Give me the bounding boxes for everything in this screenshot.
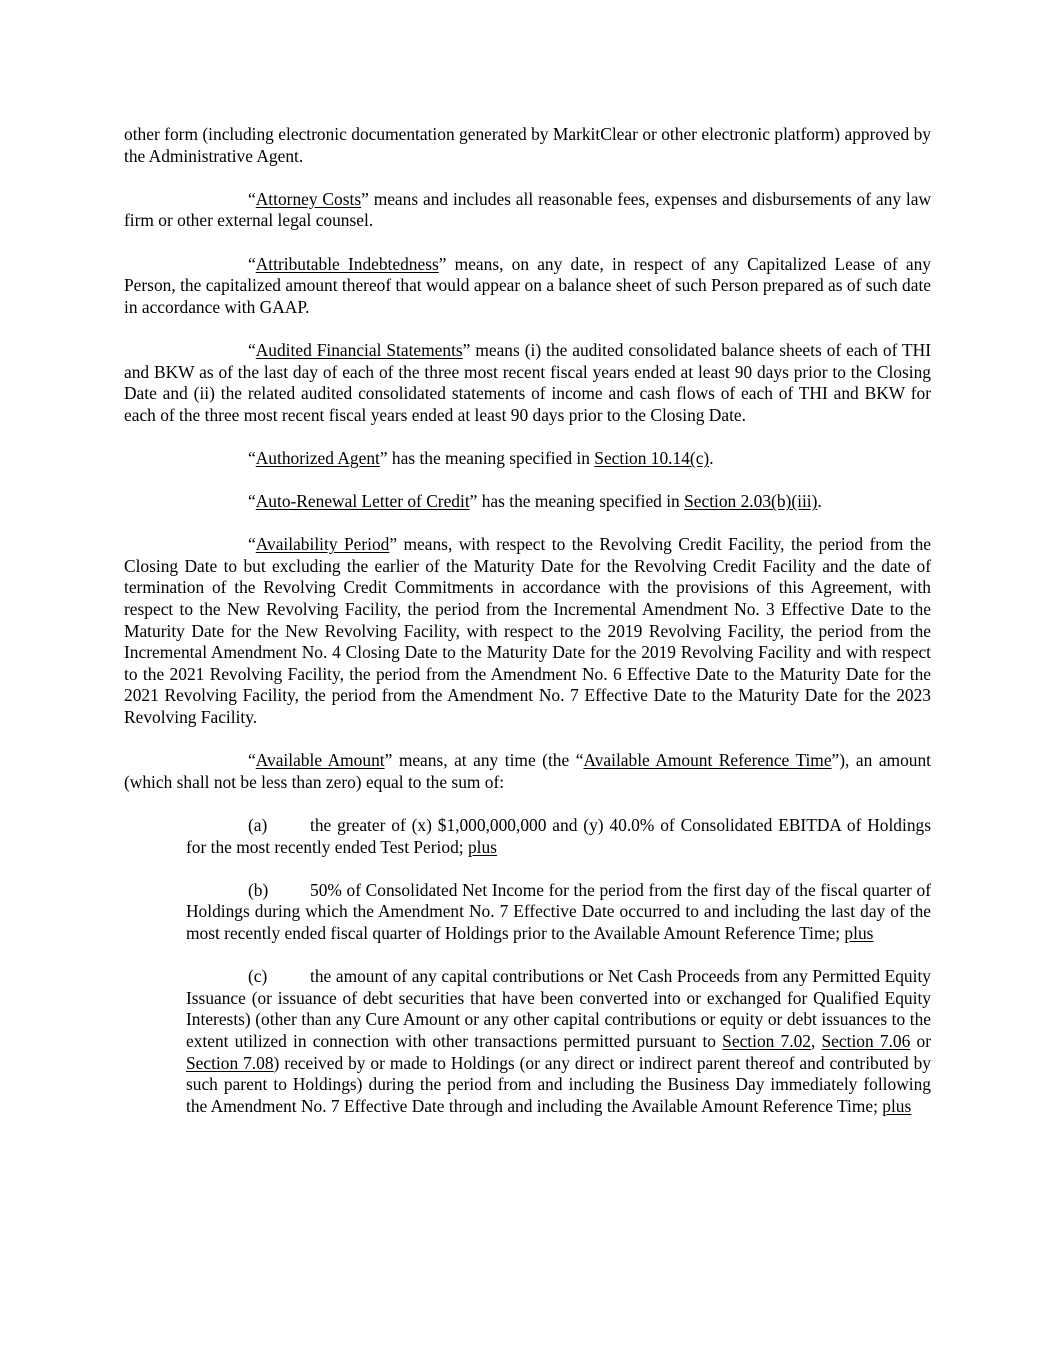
section-reference: Section 7.08 xyxy=(186,1052,274,1073)
paragraph-continuation: other form (including electronic documentation generated by MarkitClear or other electronic platform) approved by the Administrative Agent. xyxy=(124,124,931,166)
clause-b: (b) 50% of Consolidated Net Income for the period from the first day of the fiscal quarter of Holdings during which the Amendment No. 7 Effective Date occurred to and including the last day of the most recently ended fiscal quarter of Holdings prior to the Available Amount Reference Time; plus xyxy=(186,879,931,943)
defined-term: Available Amount xyxy=(255,750,385,771)
plus-connector: plus xyxy=(844,922,874,943)
section-reference: Section 2.03(b)(iii) xyxy=(684,491,818,512)
defined-term: Auto-Renewal Letter of Credit xyxy=(255,491,470,512)
definition-auto-renewal-letter-of-credit: “Auto-Renewal Letter of Credit” has the meaning specified in Section 2.03(b)(iii). xyxy=(248,491,822,512)
definition-authorized-agent: “Authorized Agent” has the meaning specified in Section 10.14(c). xyxy=(248,447,714,468)
definition-available-amount: “Available Amount” means, at any time (the “Available Amount Reference Time”), an amount (which shall not be less than zero) equal to the sum of: xyxy=(124,750,931,792)
section-reference: Section 10.14(c) xyxy=(594,447,710,468)
plus-connector: plus xyxy=(467,836,497,857)
defined-term: Availability Period xyxy=(255,534,390,555)
definition-audited-financial-statements: “Audited Financial Statements” means (i) the audited consolidated balance sheets of each of THI and BKW as of the last day of each of the three most recent fiscal years ended at least 90 days prior to the Closing Date and (ii) the related audited consolidated statements of income and cash flows of each of THI and BKW for each of the three most recent fiscal years ended at least 90 days prior to the Closing Date. xyxy=(124,339,931,425)
section-reference: Section 7.02 xyxy=(722,1030,811,1051)
clause-label: (b) xyxy=(248,879,269,900)
definition-availability-period: “Availability Period” means, with respect to the Revolving Credit Facility, the period from the Closing Date to but excluding the earlier of the Maturity Date for the Revolving Credit Facility and the date of termination of the Revolving Credit Commitments in accordance with the provisions of this Agreement, with respect to the New Revolving Facility, the period from the Incremental Amendment No. 3 Effective Date to the Maturity Date for the New Revolving Facility, with respect to the 2019 Revolving Facility, the period from the Incremental Amendment No. 4 Closing Date to the Maturity Date for the 2019 Revolving Facility and with respect to the 2021 Revolving Facility, the period from the Amendment No. 6 Effective Date to the Maturity Date for the 2021 Revolving Facility, the period from the Amendment No. 7 Effective Date to the Maturity Date for the 2023 Revolving Facility. xyxy=(124,534,931,728)
defined-term: Authorized Agent xyxy=(255,447,380,468)
document-page xyxy=(124,124,931,1117)
defined-term: Attributable Indebtedness xyxy=(255,253,439,274)
defined-term: Available Amount Reference Time xyxy=(583,750,832,771)
clause-label: (a) xyxy=(248,815,268,835)
section-reference: Section 7.06 xyxy=(821,1030,911,1051)
clause-a: (a) the greater of (x) $1,000,000,000 and (y) 40.0% of Consolidated EBITDA of Holdings for the most recently ended Test Period; plus xyxy=(186,815,931,857)
definition-attributable-indebtedness: “Attributable Indebtedness” means, on any date, in respect of any Capitalized Lease of any Person, the capitalized amount thereof that would appear on a balance sheet of such Person prepared as of such date in accordance with GAAP. xyxy=(124,253,931,317)
defined-term: Attorney Costs xyxy=(255,188,362,209)
defined-term: Audited Financial Statements xyxy=(255,339,463,360)
clause-label: (c) xyxy=(248,966,268,987)
definition-attorney-costs: “Attorney Costs” means and includes all reasonable fees, expenses and disbursements of any law firm or other external legal counsel. xyxy=(124,188,931,231)
clause-c: (c) the amount of any capital contributions or Net Cash Proceeds from any Permitted Equity Issuance (or issuance of debt securities that have been converted into or exchanged for Qualified Equity Interests) (other than any Cure Amount or any other capital contributions or equity or debt issuances to the extent utilized in connection with other transactions permitted pursuant to Section 7.02, Section 7.06 or Section 7.08) received by or made to Holdings (or any direct or indirect parent thereof and contributed by such parent to Holdings) during the period from and including the Business Day immediately following the Amendment No. 7 Effective Date through and including the Available Amount Reference Time; plus xyxy=(186,966,931,1116)
plus-connector: plus xyxy=(882,1095,912,1116)
